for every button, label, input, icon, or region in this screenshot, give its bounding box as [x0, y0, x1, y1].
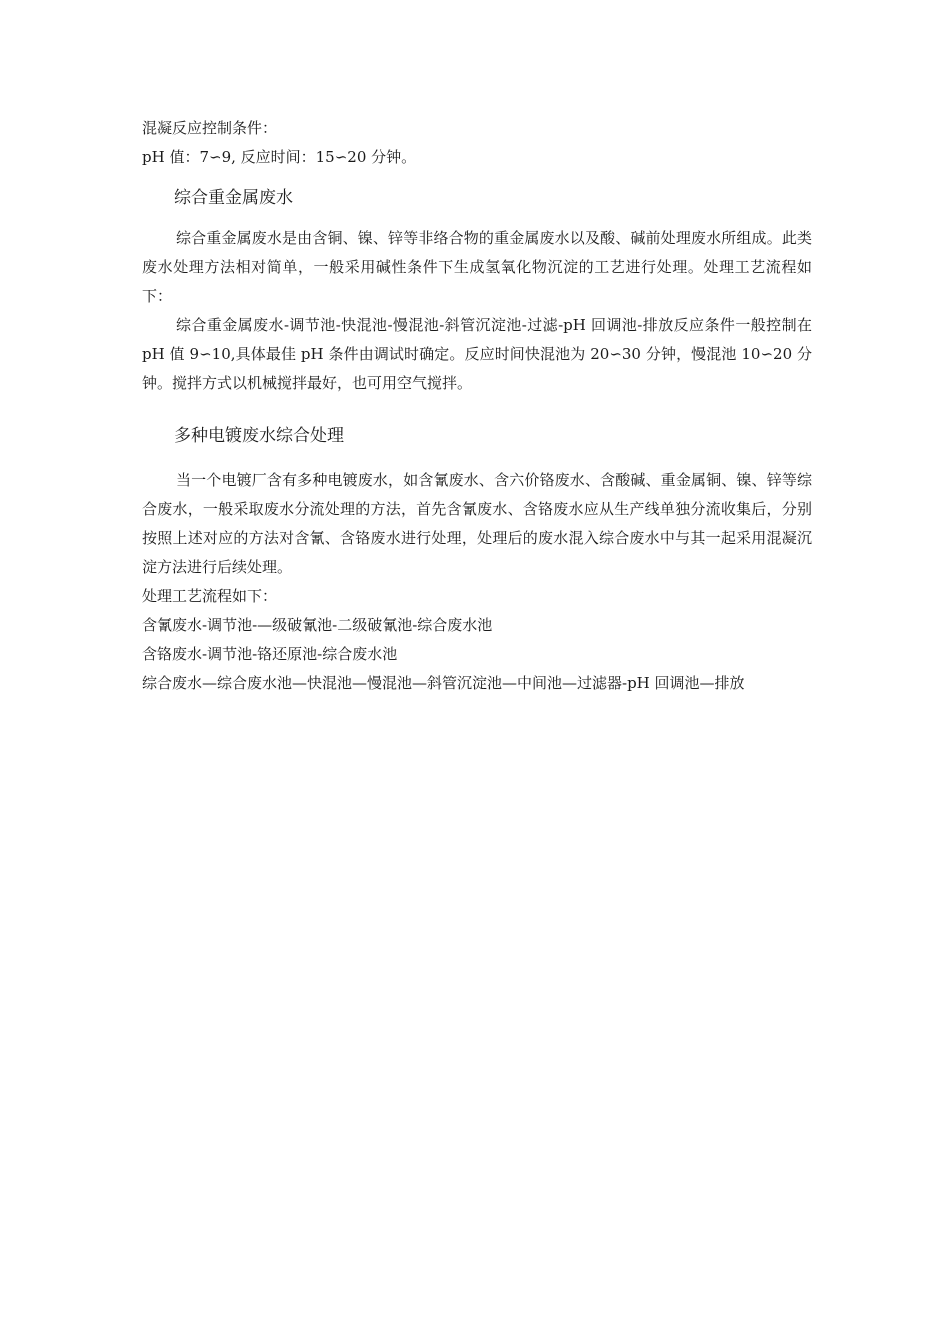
paragraph-heavy-metal-description: 综合重金属废水是由含铜、镍、锌等非络合物的重金属废水以及酸、碱前处理废水所组成。此类废水处理方法相对简单，一般采用碱性条件下生成氢氧化物沉淀的工艺进行处理。处理工艺流程如下：	[142, 229, 812, 305]
document-page	[142, 114, 812, 698]
process-flow-cyanide: 含氰废水-调节池-—级破氰池-二级破氰池-综合废水池	[142, 616, 493, 634]
paragraph-heavy-metal-process: 综合重金属废水-调节池-快混池-慢混池-斜管沉淀池-过滤-pH 回调池-排放反应条件一般控制在 pH 值 9∽10,具体最佳 pH 条件由调试时确定。反应时间快混池为 20∽30 分钟，慢混池 10∽20 分钟。搅拌方式以机械搅拌最好，也可用空气搅拌。	[142, 316, 812, 392]
process-flow-title: 处理工艺流程如下：	[142, 587, 278, 605]
process-flow-chrome: 含铬废水-调节池-铬还原池-综合废水池	[142, 645, 398, 663]
paragraph-multi-electroplating-description: 当一个电镀厂含有多种电镀废水，如含氰废水、含六价铬废水、含酸碱、重金属铜、镍、锌等综合废水，一般采取废水分流处理的方法，首先含氰废水、含铬废水应从生产线单独分流收集后，分别按照上述对应的方法对含氰、含铬废水进行处理，处理后的废水混入综合废水中与其一起采用混凝沉淀方法进行后续处理。	[142, 471, 812, 576]
heading-heavy-metal-wastewater: 综合重金属废水	[174, 188, 293, 208]
process-flow-combined: 综合废水—综合废水池—快混池—慢混池—斜管沉淀池—中间池—过滤器-pH 回调池—排放	[142, 674, 745, 692]
coagulation-conditions-label: 混凝反应控制条件：	[142, 119, 278, 137]
coagulation-conditions-values: pH 值：7∽9, 反应时间：15∽20 分钟。	[142, 148, 417, 166]
heading-multi-electroplating-treatment: 多种电镀废水综合处理	[174, 426, 344, 446]
